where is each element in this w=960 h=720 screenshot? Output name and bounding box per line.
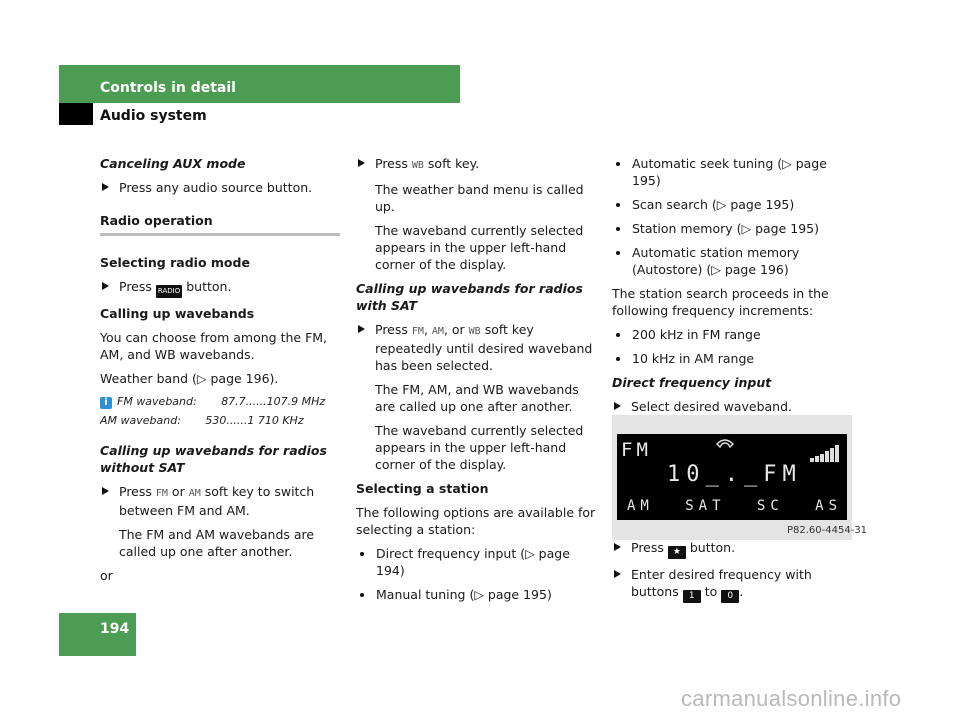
without-sat-step <box>100 483 340 519</box>
phone-icon <box>715 436 735 454</box>
increments-text: The station search proceeds in the following frequency increments: <box>612 286 829 318</box>
option-seek-tuning: Automatic seek tuning (▷ page 195) <box>612 155 857 189</box>
step-text: Press <box>375 322 408 337</box>
column-2 <box>356 155 596 610</box>
display-softkeys <box>627 498 842 515</box>
radio-operation-heading: Radio operation <box>100 213 213 228</box>
watermark: carmanualsonline.info <box>681 686 902 711</box>
cancel-aux-heading: Canceling AUX mode <box>100 156 246 171</box>
increment-fm: 200 kHz in FM range <box>612 326 857 343</box>
cancel-aux-step: Press any audio source button. <box>100 179 340 196</box>
star-key: ★ <box>668 546 686 559</box>
step-text: button. <box>186 279 232 294</box>
fm-softkey: FM <box>411 326 424 337</box>
wb-note-1: The weather band menu is called up. <box>375 182 584 214</box>
selecting-radio-heading: Selecting radio mode <box>100 255 250 270</box>
heading-rule <box>100 233 340 236</box>
step-text: Press <box>119 484 152 499</box>
display-band: FM <box>621 439 652 461</box>
direct-step-3 <box>612 566 857 603</box>
weather-band-text: Weather band (▷ page 196). <box>100 371 279 386</box>
wb-step <box>356 155 596 174</box>
info-am: AM waveband: 530......1 710 KHz <box>100 414 304 427</box>
option-station-memory: Station memory (▷ page 195) <box>612 220 857 237</box>
info-icon: i <box>100 397 112 409</box>
step-text: Press <box>375 156 408 171</box>
radio-display <box>617 434 847 520</box>
am-softkey: AM <box>188 488 201 499</box>
wb-softkey: WB <box>468 326 481 337</box>
column-3-continued <box>612 539 857 610</box>
option-direct-input: Direct frequency input (▷ page 194) <box>356 545 596 579</box>
column-1 <box>100 155 340 591</box>
with-sat-heading: Calling up wavebands for radios with SAT <box>356 281 583 313</box>
section-marker <box>59 103 93 125</box>
wb-softkey: WB <box>411 160 424 171</box>
info-fm: FM waveband: 87.7......107.9 MHz <box>117 395 326 408</box>
direct-step-2 <box>612 539 857 559</box>
with-sat-step: Press FM, AM, or WB soft key repeatedly until desired waveband has been selected. <box>356 321 596 374</box>
step-text: soft key. <box>427 156 480 171</box>
step-text: Enter desired frequency with buttons <box>631 567 812 599</box>
display-frequency: 10_._FM <box>667 462 802 487</box>
selecting-radio-step <box>100 278 340 298</box>
with-sat-note-2: The waveband currently selected appears in the upper left-hand corner of the display. <box>375 423 584 472</box>
option-autostore: Automatic station memory (Autostore) (▷ page 196) <box>612 244 857 278</box>
step-text: to <box>704 584 718 599</box>
key-0: 0 <box>721 590 739 603</box>
step-text: Press <box>631 540 664 555</box>
step-text: soft key to switch between FM and AM. <box>119 484 315 518</box>
am-softkey: AM <box>431 326 444 337</box>
step-text: . <box>739 584 744 599</box>
figure-caption: P82.60-4454-31 <box>787 525 868 536</box>
calling-wavebands-heading: Calling up wavebands <box>100 306 255 321</box>
info-note <box>100 394 340 428</box>
softkey-as: AS <box>815 498 842 514</box>
with-sat-note-1: The FM, AM, and WB wavebands are called up one after another. <box>375 382 579 414</box>
calling-wavebands-text: You can choose from among the FM, AM, and WB wavebands. <box>100 330 328 362</box>
fm-softkey: FM <box>155 488 168 499</box>
without-sat-note: The FM and AM wavebands are called up one after another. <box>119 527 315 559</box>
selecting-station-heading: Selecting a station <box>356 481 489 496</box>
increment-am: 10 kHz in AM range <box>612 350 857 367</box>
or-text: or <box>100 568 113 583</box>
radio-key: RADIO <box>156 285 182 298</box>
column-3 <box>612 155 857 422</box>
chapter-title: Controls in detail <box>100 80 236 96</box>
option-manual-tuning: Manual tuning (▷ page 195) <box>356 586 596 603</box>
signal-icon <box>810 444 842 466</box>
selecting-station-text: The following options are available for selecting a station: <box>356 505 596 537</box>
direct-frequency-heading: Direct frequency input <box>612 375 772 390</box>
softkey-sat: SAT <box>685 498 726 514</box>
wb-note-2: The waveband currently selected appears in the upper left-hand corner of the display. <box>375 223 584 272</box>
softkey-am: AM <box>627 498 654 514</box>
step-text: button. <box>689 540 736 555</box>
step-text: Press <box>119 279 152 294</box>
option-scan-search: Scan search (▷ page 195) <box>612 196 857 213</box>
step-text: soft key repeatedly until desired waveband has been selected. <box>375 322 593 373</box>
key-1: 1 <box>683 590 701 603</box>
step-text: or <box>171 484 185 499</box>
direct-step-1: Select desired waveband. <box>612 398 857 415</box>
softkey-sc: SC <box>756 498 784 514</box>
section-title: Audio system <box>100 108 207 124</box>
without-sat-heading: Calling up wavebands for radios without SAT <box>100 443 327 475</box>
page-number: 194 <box>100 621 130 637</box>
